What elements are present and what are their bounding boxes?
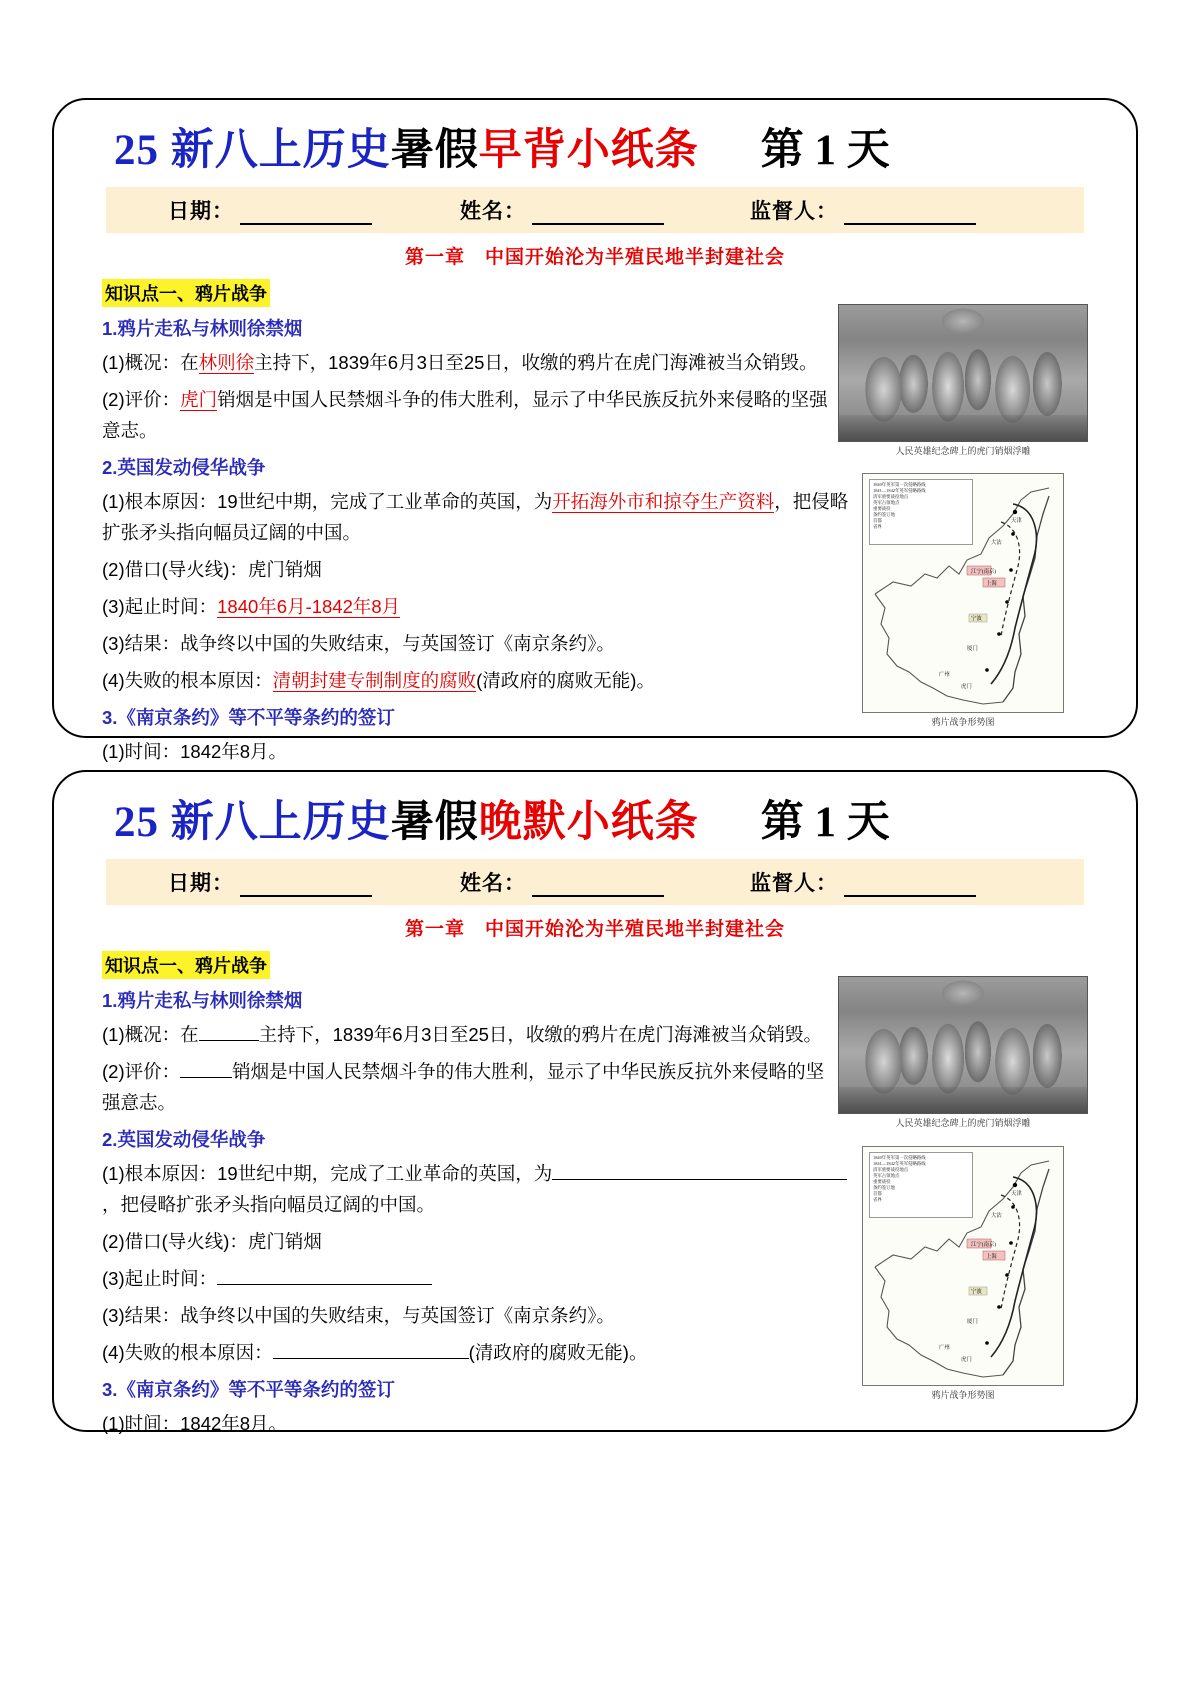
evening-supervisor-field[interactable]	[750, 867, 976, 897]
svg-text:天津: 天津	[1011, 518, 1022, 524]
opium-war-map	[862, 473, 1064, 713]
svg-text:江宁(南京): 江宁(南京)	[971, 1242, 997, 1248]
morning-line-2-4: (3)结果：战争终以中国的失败结束，与英国签订《南京条约》。	[102, 633, 615, 654]
evening-name-blank[interactable]	[532, 875, 664, 897]
morning-line-2-2: (2)借口(导火线)：虎门销烟	[102, 559, 322, 580]
relief-caption: 人民英雄纪念碑上的虎门销烟浮雕	[895, 446, 1031, 456]
evening-title-part-1: 25	[114, 799, 171, 846]
morning-line-2-5: (4)失败的根本原因：清朝封建专制制度的腐败(清政府的腐败无能)。	[102, 670, 655, 691]
svg-text:大沽: 大沽	[991, 540, 1002, 546]
morning-line-1-1: (1)概况：在林则徐主持下，1839年6月3日至25日，收缴的鸦片在虎门海滩被当众销毁。	[102, 352, 818, 373]
evening-line-3-1: (1)时间：1842年8月。	[102, 1413, 288, 1434]
blank-humen[interactable]	[180, 1077, 232, 1078]
evening-chapter: 第一章 中国开始沦为半殖民地半封建社会	[404, 919, 785, 940]
morning-name-label: 姓名：	[460, 200, 526, 223]
morning-title	[114, 116, 699, 177]
evening-section-1-heading: 1.鸦片走私与林则徐禁烟	[102, 990, 303, 1011]
morning-knowledge-point: 知识点一、鸦片战争	[102, 279, 270, 307]
answer-humen: 虎门	[180, 389, 218, 410]
evening-line-2-5: (4)失败的根本原因： (清政府的腐败无能)。	[102, 1342, 648, 1363]
answer-qing-corruption: 清朝封建专制制度的腐败	[272, 670, 477, 691]
map-legend-item-0: 1840年英军第一次侵略路线	[873, 482, 926, 487]
morning-line-1-2: (2)评价：虎门销烟是中国人民禁烟斗争的伟大胜利，显示了中华民族反抗外来侵略的坚强意志。	[102, 389, 828, 441]
map-legend-item-0: 1840年英军第一次侵略路线	[873, 1155, 926, 1160]
svg-text:大沽: 大沽	[991, 1213, 1002, 1219]
blank-market-resources[interactable]	[552, 1179, 847, 1180]
map-legend-item-6: 首都	[873, 1191, 882, 1196]
svg-text:上海: 上海	[986, 581, 997, 587]
answer-war-period: 1840年6月-1842年8月	[217, 596, 401, 617]
map-legend	[869, 1152, 973, 1218]
map-legend-item-3: 英军占领地点	[873, 1173, 900, 1178]
svg-text:厦门: 厦门	[967, 1319, 978, 1325]
evening-knowledge-point: 知识点一、鸦片战争	[102, 951, 270, 979]
map-legend-item-1: 1841—1842年英军侵略路线	[873, 488, 926, 493]
svg-text:广州: 广州	[939, 672, 950, 678]
svg-text:天津: 天津	[1011, 1191, 1022, 1197]
evening-meta-bar	[106, 859, 1084, 905]
morning-map-figure	[862, 473, 1064, 728]
svg-text:宁波: 宁波	[971, 1289, 982, 1295]
evening-line-2-3: (3)起止时间：	[102, 1263, 842, 1294]
svg-text:广州: 广州	[939, 1345, 950, 1351]
morning-date-label: 日期：	[168, 200, 234, 223]
evening-line-1-2: (2)评价： 销烟是中国人民禁烟斗争的伟大胜利，显示了中华民族反抗外来侵略的坚强意志。	[102, 1061, 825, 1113]
map-legend-item-7: 省界	[873, 524, 882, 529]
evening-section-2-heading: 2.英国发动侵华战争	[102, 1129, 266, 1150]
morning-title-part-1: 25	[114, 127, 171, 174]
morning-line-2-3: (3)起止时间：1840年6月-1842年8月	[102, 596, 401, 617]
evening-name-label: 姓名：	[460, 872, 526, 895]
evening-day-label: 第 1 天	[760, 799, 890, 846]
morning-date-blank[interactable]	[240, 203, 372, 225]
evening-name-field[interactable]	[460, 867, 664, 897]
morning-title-row	[54, 100, 1136, 179]
svg-text:虎门: 虎门	[961, 684, 972, 690]
morning-title-part-4: 早背小纸条	[478, 127, 699, 174]
svg-text:上海: 上海	[986, 1254, 997, 1260]
map-legend-item-3: 英军占领地点	[873, 500, 900, 505]
morning-supervisor-label: 监督人：	[750, 200, 838, 223]
relief-photo	[838, 304, 1088, 442]
morning-section-2-heading: 2.英国发动侵华战争	[102, 457, 266, 478]
map-legend-item-4: 重要战役	[873, 1179, 891, 1184]
map-caption: 鸦片战争形势图	[931, 1390, 995, 1400]
map-legend-item-2: 清军重要战役地点	[873, 1167, 909, 1172]
morning-meta-bar	[106, 187, 1084, 233]
morning-line-2-1: (1)根本原因：19世纪中期，完成了工业革命的英国，为开拓海外市和掠夺生产资料，把侵略扩张矛头指向幅员辽阔的中国。	[102, 491, 849, 543]
evening-title-part-2: 新八上历史	[170, 799, 391, 846]
morning-section-1-heading: 1.鸦片走私与林则徐禁烟	[102, 318, 303, 339]
evening-map-figure	[862, 1146, 1064, 1401]
map-caption: 鸦片战争形势图	[931, 717, 995, 727]
evening-title-part-3: 暑假	[390, 799, 479, 846]
opium-war-map	[862, 1146, 1064, 1386]
morning-name-field[interactable]	[460, 195, 664, 225]
morning-section-3-heading: 3.《南京条约》等不平等条约的签订	[102, 707, 395, 728]
evening-line-2-1: (1)根本原因：19世纪中期，完成了工业革命的英国，为，把侵略扩张矛头指向幅员辽阔的中国。	[102, 1158, 862, 1220]
morning-line-3-1: (1)时间：1842年8月。	[102, 741, 288, 762]
map-legend-item-5: 条约签订地	[873, 1185, 895, 1190]
evening-line-2-2: (2)借口(导火线)：虎门销烟	[102, 1231, 322, 1252]
morning-date-field[interactable]	[168, 195, 372, 225]
evening-supervisor-label: 监督人：	[750, 872, 838, 895]
evening-date-field[interactable]	[168, 867, 372, 897]
evening-section-3-heading: 3.《南京条约》等不平等条约的签订	[102, 1379, 395, 1400]
morning-relief-figure	[838, 304, 1088, 457]
svg-text:厦门: 厦门	[967, 646, 978, 652]
map-legend-item-5: 条约签订地	[873, 512, 895, 517]
evening-card	[52, 770, 1138, 1432]
svg-text:江宁(南京): 江宁(南京)	[971, 569, 997, 575]
svg-text:宁波: 宁波	[971, 616, 982, 622]
map-legend-item-2: 清军重要战役地点	[873, 494, 909, 499]
answer-market-resources: 开拓海外市和掠夺生产资料	[552, 491, 775, 512]
answer-linzexu: 林则徐	[198, 352, 255, 373]
evening-line-2-4: (3)结果：战争终以中国的失败结束，与英国签订《南京条约》。	[102, 1305, 615, 1326]
morning-title-part-2: 新八上历史	[170, 127, 391, 174]
evening-title	[114, 788, 699, 849]
relief-caption: 人民英雄纪念碑上的虎门销烟浮雕	[895, 1118, 1031, 1128]
blank-war-period[interactable]	[217, 1284, 432, 1285]
svg-text:虎门: 虎门	[961, 1357, 972, 1363]
morning-title-part-3: 暑假	[390, 127, 479, 174]
morning-day-label: 第 1 天	[760, 127, 890, 174]
evening-supervisor-blank[interactable]	[844, 875, 976, 897]
map-legend-item-7: 省界	[873, 1197, 882, 1202]
morning-name-blank[interactable]	[532, 203, 664, 225]
morning-chapter: 第一章 中国开始沦为半殖民地半封建社会	[404, 247, 785, 268]
relief-photo	[838, 976, 1088, 1114]
evening-title-part-4: 晚默小纸条	[478, 799, 699, 846]
evening-date-blank[interactable]	[240, 875, 372, 897]
blank-linzexu[interactable]	[199, 1040, 259, 1041]
morning-card	[52, 98, 1138, 762]
blank-qing-corruption[interactable]	[273, 1358, 469, 1359]
map-legend-item-1: 1841—1842年英军侵略路线	[873, 1161, 926, 1166]
evening-title-row	[54, 772, 1136, 851]
map-legend-item-4: 重要战役	[873, 506, 891, 511]
evening-line-1-1: (1)概况：在 主持下，1839年6月3日至25日，收缴的鸦片在虎门海滩被当众销毁。	[102, 1024, 822, 1045]
evening-relief-figure	[838, 976, 1088, 1129]
morning-supervisor-field[interactable]	[750, 195, 976, 225]
morning-supervisor-blank[interactable]	[844, 203, 976, 225]
evening-date-label: 日期：	[168, 872, 234, 895]
map-legend-item-6: 首都	[873, 518, 882, 523]
map-legend	[869, 479, 973, 545]
